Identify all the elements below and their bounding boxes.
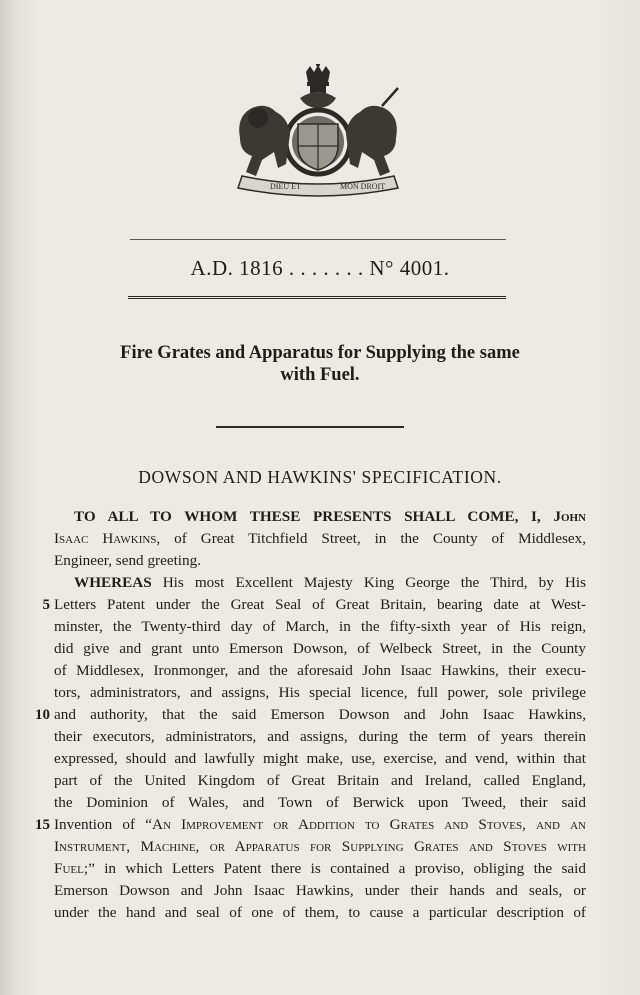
body-line-7-text: did give and grant unto Emerson Dowson, of Welbeck Street, in the County <box>54 640 586 657</box>
crest-motto-left: DIEU ET <box>270 182 301 191</box>
body-line-8 <box>54 660 586 682</box>
body-line-5-text: Letters Patent under the Great Seal of Great Britain, bearing date at West- <box>54 596 586 613</box>
body-line-12 <box>54 748 586 770</box>
body-line-18-text: Emerson Dowson and John Isaac Hawkins, under their hands and seals, or <box>54 882 586 899</box>
royal-coat-of-arms-emblem <box>218 64 418 200</box>
body-line-11 <box>54 726 586 748</box>
specification-title: DOWSON AND HAWKINS' SPECIFICATION. <box>138 467 502 487</box>
body-line-5 <box>54 594 586 616</box>
patent-number: N° 4001. <box>369 256 450 280</box>
body-line-13-text: part of the United Kingdom of Great Britain and Ireland, called England, <box>54 772 586 789</box>
line-number-5: 5 <box>42 597 50 613</box>
body-line-8-text: of Middlesex, Ironmonger, and the aforesaid John Isaac Hawkins, their execu- <box>54 662 586 679</box>
body-line-2-text: Isaac Hawkins, of Great Titchfield Street, in the County of Middlesex, <box>54 530 586 547</box>
body-line-3-text: Engineer, send greeting. <box>54 552 201 569</box>
whereas-keyword: WHEREAS <box>74 574 152 591</box>
body-line-18 <box>54 880 586 902</box>
body-line-12-text: expressed, should and lawfully might make, use, exercise, and vend, within that <box>54 750 586 767</box>
body-line-11-text: their executors, administrators, and assigns, during the term of years therein <box>54 728 586 745</box>
body-line-14-text: the Dominion of Wales, and Town of Berwick upon Tweed, their said <box>54 794 586 811</box>
body-line-10 <box>54 704 586 726</box>
body-line-1-text: TO ALL TO WHOM THESE PRESENTS SHALL COME, I, John <box>74 508 586 525</box>
body-line-19-text: under the hand and seal of one of them, to cause a particular description of <box>54 904 586 921</box>
body-line-10-text: and authority, that the said Emerson Dowson and John Isaac Hawkins, <box>54 706 586 723</box>
body-line-16 <box>54 836 586 858</box>
patent-title-line-2: with Fuel. <box>280 365 360 385</box>
patent-title-line-1: Fire Grates and Apparatus for Supplying the same <box>120 343 520 363</box>
body-line-4-text: WHEREAS His most Excellent Majesty King George the Third, by His <box>74 574 586 591</box>
body-line-13 <box>54 770 586 792</box>
body-line-16-text <box>54 838 586 855</box>
body-line-1 <box>54 506 586 528</box>
small-caps-text: Isaac Hawkins <box>54 530 157 547</box>
body-line-6 <box>54 616 586 638</box>
line-number-15: 15 <box>35 817 50 833</box>
body-line-17-text: Fuel;” in which Letters Patent there is contained a proviso, obliging the said <box>54 860 586 877</box>
upper-rule <box>130 239 506 240</box>
small-caps-text: Fuel <box>54 860 84 877</box>
crest-motto-right: MON DROIT <box>340 182 386 191</box>
body-line-15 <box>54 814 586 836</box>
body-line-17 <box>54 858 586 880</box>
title-divider <box>216 426 404 428</box>
small-caps-text: John <box>553 508 586 525</box>
body-line-4 <box>54 572 586 594</box>
small-caps-text: Instrument, Machine, or Apparatus for Supplying Grates and Stoves with <box>54 838 586 855</box>
body-line-19 <box>54 902 586 924</box>
line-number-10: 10 <box>35 707 50 723</box>
small-caps-text: An Improvement or Addition to Grates and Stoves, and an <box>151 816 586 833</box>
patent-heading <box>0 256 640 281</box>
body-line-3 <box>54 550 586 572</box>
body-line-2 <box>54 528 586 550</box>
body-line-6-text: minster, the Twenty-third day of March, in the fifty-sixth year of His reign, <box>54 618 586 635</box>
body-line-9 <box>54 682 586 704</box>
patent-year: A.D. 1816 <box>190 256 284 280</box>
body-line-9-text: tors, administrators, and assigns, His special licence, full power, sole privilege <box>54 684 586 701</box>
lower-rule <box>128 296 506 299</box>
patent-title <box>40 342 600 386</box>
patent-leader-dots: . . . . . . . <box>288 256 364 280</box>
body-line-15-text: Invention of “An Improvement or Addition to Grates and Stoves, and an <box>54 816 586 833</box>
body-line-14 <box>54 792 586 814</box>
body-line-7 <box>54 638 586 660</box>
